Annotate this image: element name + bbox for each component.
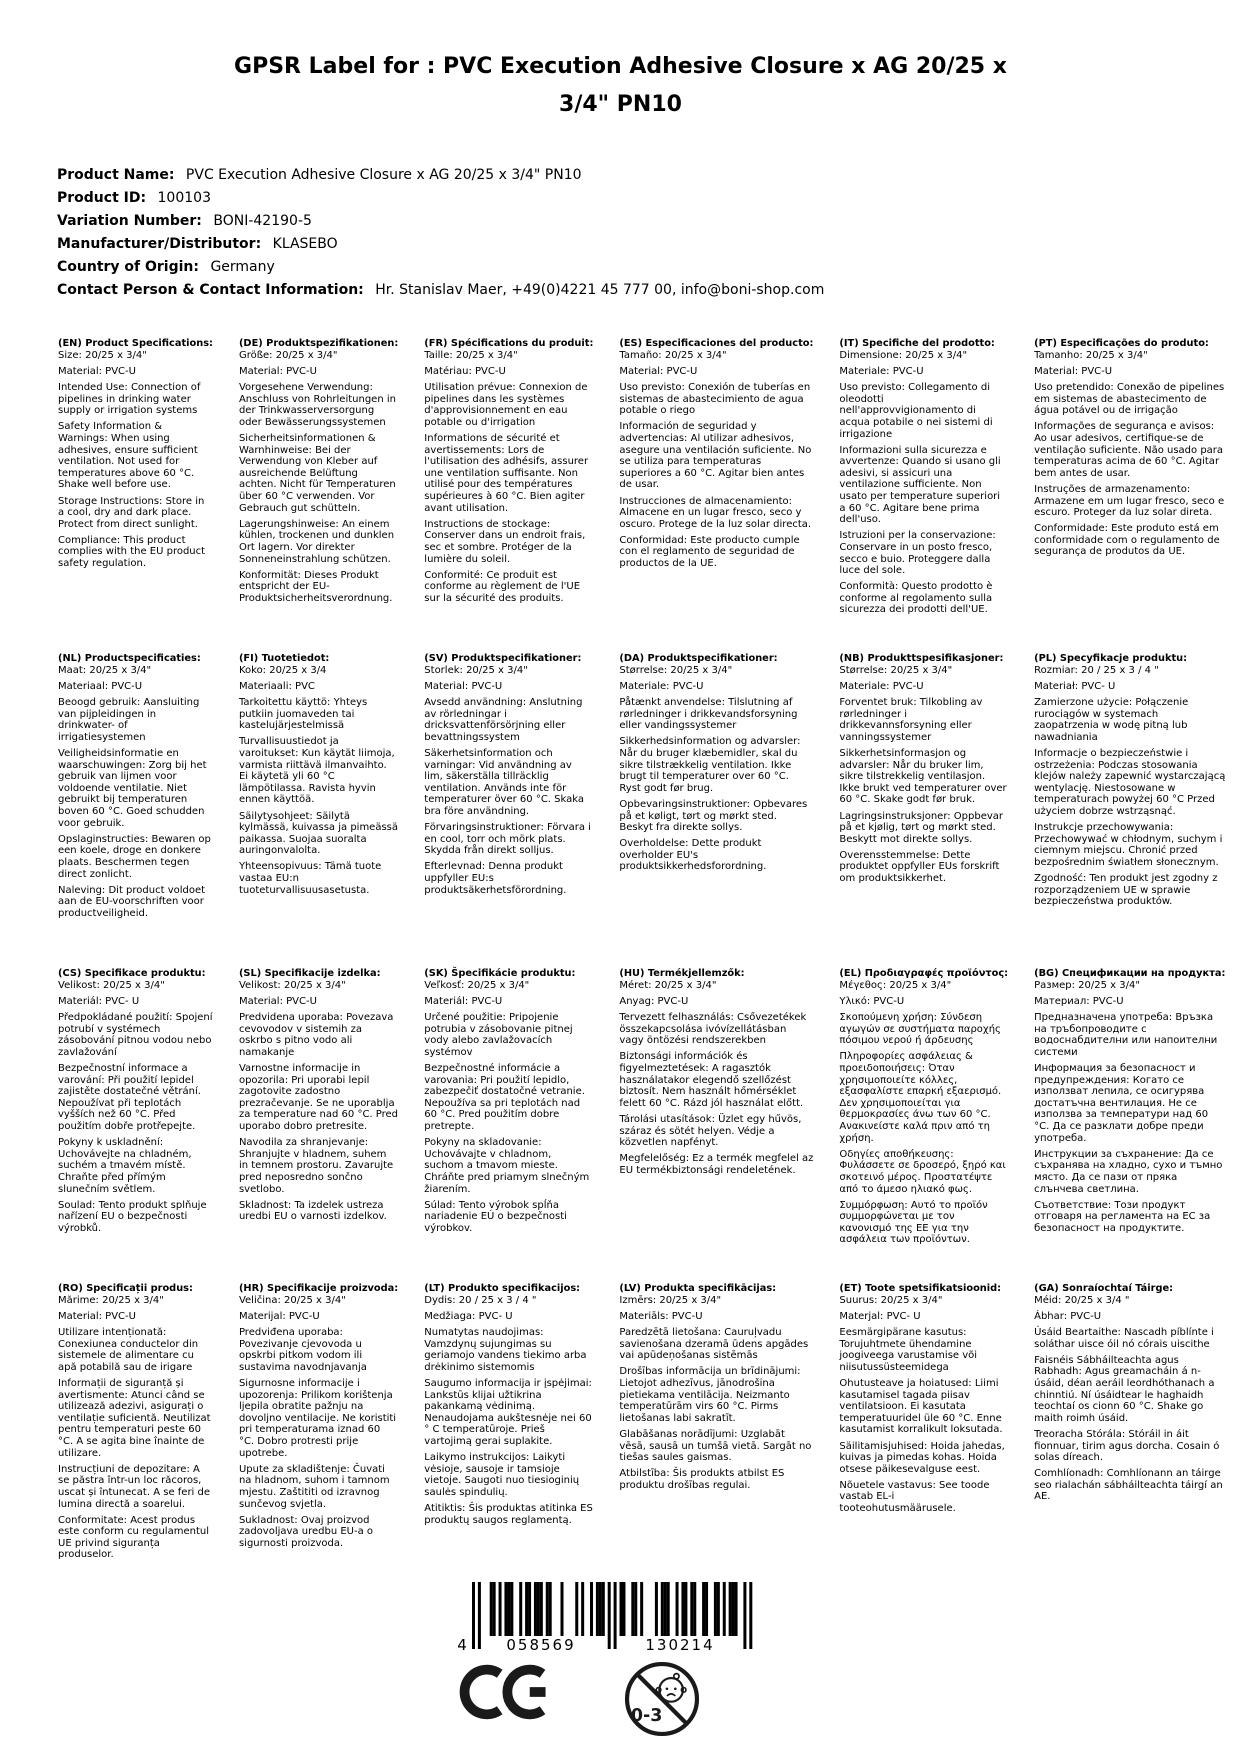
spec-block-body xyxy=(239,350,398,604)
spec-paragraph: Overholdelse: Dette produkt overholder EU's produktsikkerhedsforordning. xyxy=(619,838,767,873)
spec-block-el xyxy=(839,968,1034,1283)
spec-block-body xyxy=(619,1295,813,1491)
spec-paragraph: Størrelse: 20/25 x 3/4" xyxy=(839,665,953,676)
ce-mark-icon xyxy=(459,1664,553,1724)
spec-paragraph: Lagringsinstruksjoner: Oppbevar på et kjølig, tørt og mørkt sted. Beskytt mot direkte sollys. xyxy=(839,810,1004,845)
field-value: PVC Execution Adhesive Closure x AG 20/25 x 3/4" PN10 xyxy=(181,167,582,183)
spec-block-heading: (SK) Špecifikácie produktu: xyxy=(424,968,576,979)
spec-paragraph: Size: 20/25 x 3/4" xyxy=(58,350,147,361)
spec-block-it xyxy=(839,338,1034,653)
spec-paragraph: Úsáid Beartaithe: Nascadh píblínte i soláthar uisce óil nó córais uiscithe xyxy=(1034,1327,1214,1350)
spec-paragraph: Ohutusteave ja hoiatused: Liimi kasutamisel tagada piisav ventilatsioon. Ei kasutata temperatuuridel üle 60 °C. Enne kasutamist korralikult loksutada. xyxy=(839,1378,1003,1436)
spec-paragraph: Instrucțiuni de depozitare: A se păstra într-un loc răcoros, uscat și întunecat. A se feri de lumina directă a soarelui. xyxy=(58,1463,211,1510)
spec-paragraph: Veľkosť: 20/25 x 3/4" xyxy=(424,980,530,991)
spec-paragraph: Påtænkt anvendelse: Tilslutning af rørledninger i drikkevandsforsyning eller vandingssystemer xyxy=(619,697,798,732)
spec-paragraph: Størrelse: 20/25 x 3/4" xyxy=(619,665,733,676)
spec-block-heading: (HR) Specifikacije proizvoda: xyxy=(238,1283,399,1294)
spec-block-body xyxy=(58,1295,213,1561)
barcode-digits-right-group: 130214 xyxy=(645,1636,715,1654)
spec-paragraph: Förvaringsinstruktioner: Förvara i en cool, torr och mörk plats. Skydda från direkt solljus. xyxy=(424,822,591,857)
spec-paragraph: Οδηγίες αποθήκευσης: Φυλάσσετε σε δροσερό, ξηρό και σκοτεινό μέρος. Προστατέψτε από το άμεσο ηλιακό φως. xyxy=(839,1148,1006,1195)
product-info-field xyxy=(57,279,824,302)
field-value: Hr. Stanislav Maer, +49(0)4221 45 777 00, info@boni-shop.com xyxy=(370,282,825,298)
spec-block-heading: (DA) Produktspecifikationer: xyxy=(619,653,778,664)
spec-block-da xyxy=(619,653,839,968)
spec-paragraph: Istruzioni per la conservazione: Conservare in un posto fresco, secco e buio. Proteggere dalla luce del sole. xyxy=(839,530,996,577)
spec-paragraph: Съответствие: Този продукт отговаря на регламента на ЕС за безопасност на продуктите. xyxy=(1034,1199,1211,1234)
spec-paragraph: Materiāls: PVC-U xyxy=(619,1311,703,1323)
product-info-field xyxy=(57,210,824,233)
spec-paragraph: Material: PVC-U xyxy=(58,1311,136,1323)
spec-paragraph: Predvidena uporaba: Povezava cevovodov v sistemih za oskrbo s pitno vodo ali namakanje xyxy=(238,1012,394,1058)
spec-block-heading: (EL) Προδιαγραφές προϊόντος: xyxy=(839,968,1009,979)
spec-paragraph: Tarkoitettu käyttö: Yhteys putkiin juomaveden tai kastelujärjestelmissä xyxy=(238,697,368,732)
spec-block-heading: (BG) Спецификации на продукта: xyxy=(1034,968,1226,979)
spec-paragraph: Varnostne informacije in opozorila: Pri uporabi lepil zagotovite zadostno prezračevanje. Se ne uporablja za temperature nad 60 °C. Pred uporabo dobro pretresite. xyxy=(238,1063,399,1133)
spec-paragraph: Avsedd användning: Anslutning av rörledningar i dricksvattenförsörjning eller bevattningssystem xyxy=(424,697,583,743)
spec-block-body xyxy=(1034,1295,1225,1503)
spec-paragraph: Pokyny k uskladnění: Uchovávejte na chladném, suchém a tmavém místě. Chraňte před přímým slunečním světlem. xyxy=(58,1137,192,1195)
spec-paragraph: Suurus: 20/25 x 3/4" xyxy=(839,1295,943,1306)
spec-paragraph: Skladnost: Ta izdelek ustreza uredbi EU o varnosti izdelkov. xyxy=(238,1199,387,1223)
spec-block-heading: (NL) Productspecificaties: xyxy=(58,653,201,664)
field-label: Product Name: xyxy=(57,167,175,183)
spec-paragraph: Overensstemmelse: Dette produktet oppfyller EUs forskrift om produktsikkerhet. xyxy=(839,849,1000,884)
spec-paragraph: Material: PVC-U xyxy=(238,996,317,1008)
age-range-text: 0-3 xyxy=(630,1706,663,1727)
spec-paragraph: Forventet bruk: Tilkobling av rørledninger i drikkevannsforsyning eller vanningssystemer xyxy=(839,697,983,743)
spec-paragraph: Predviđena uporaba: Povezivanje cjevovoda u opskrbi pitkom vodom ili sustavima navodnjavanja xyxy=(238,1327,367,1373)
spec-paragraph: Utilisation prévue: Connexion de pipelines dans les systèmes d'approvisionnement en eau potable ou d'irrigation xyxy=(424,382,588,428)
spec-paragraph: Tárolási utasítások: Üzlet egy hűvös, száraz és sötét helyen. Védje a közvetlen napfényt. xyxy=(619,1113,802,1149)
spec-paragraph: Opbevaringsinstruktioner: Opbevares på et køligt, tørt og mørkt sted. Beskyt fra direkte sollys. xyxy=(619,798,808,834)
spec-block-lv xyxy=(619,1283,839,1598)
spec-paragraph: Veličina: 20/25 x 3/4" xyxy=(238,1295,346,1306)
spec-paragraph: Atitiktis: Šis produktas atitinka ES produktų saugos reglamentą. xyxy=(424,1503,593,1526)
spec-paragraph: Material: PVC-U xyxy=(424,681,503,693)
spec-paragraph: Säkerhetsinformation och varningar: Vid användning av lim, säkerställa tillräcklig ventilation. Används inte för temperaturer över 60 °C. Skaka bra före användning. xyxy=(424,748,584,818)
spec-block-ga xyxy=(1034,1283,1241,1598)
spec-block-sv xyxy=(424,653,619,968)
spec-block-hr xyxy=(239,1283,424,1598)
spec-paragraph: Conformidade: Este produto está em conformidade com o regulamento de segurança de produtos da UE. xyxy=(1034,523,1220,558)
spec-paragraph: Medžiaga: PVC- U xyxy=(424,1311,513,1323)
spec-paragraph: Μέγεθος: 20/25 x 3/4" xyxy=(839,980,952,991)
spec-paragraph: Lagerungshinweise: An einem kühlen, trockenen und dunklen Ort lagern. Vor direkter Sonneneinstrahlung schützen. xyxy=(238,518,395,565)
spec-paragraph: Größe: 20/25 x 3/4" xyxy=(238,350,338,361)
spec-paragraph: Paredzētā lietošana: Cauruļvadu savienošana dzeramā ūdens apgādes vai apūdeņošanas sistēmās xyxy=(619,1327,809,1362)
spec-paragraph: Sigurnosne informacije i upozorenja: Prilikom korištenja ljepila obratite pažnju na dovoljno ventilacije. Ne koristiti pri temperaturama iznad 60 °C. Dobro protresti prije upotrebe. xyxy=(238,1378,397,1459)
spec-paragraph: Vorgesehene Verwendung: Anschluss von Rohrleitungen in der Trinkwasserversorgung oder Bewässerungssystemen xyxy=(238,382,396,428)
spec-paragraph: Súlad: Tento výrobok spĺňa nariadenie EÚ o bezpečnosti výrobkov. xyxy=(424,1199,567,1234)
spec-block-hu xyxy=(619,968,839,1283)
spec-paragraph: Συμμόρφωση: Αυτό το προϊόν συμμορφώνεται με τον κανονισμό της ΕΕ για την ασφάλεια των προϊόντων. xyxy=(839,1199,988,1246)
spec-paragraph: Instructions de stockage: Conserver dans un endroit frais, sec et sombre. Protéger de la lumière du soleil. xyxy=(424,518,586,565)
spec-paragraph: Compliance: This product complies with the EU product safety regulation. xyxy=(58,534,206,569)
spec-paragraph: Sicherheitsinformationen & Warnhinweise: Bei der Verwendung von Kleber auf ausreichende Belüftung achten. Nicht für Temperaturen über 60 °C verwenden. Vor Gebrauch gut schütteln. xyxy=(238,433,396,514)
spec-block-heading: (DE) Produktspezifikationen: xyxy=(238,338,399,349)
spec-paragraph: Informacje o bezpieczeństwie i ostrzeżenia: Podczas stosowania klejów należy zapewnić wystarczającą wentylację. Niestosowane w temperaturach powyżej 60 °C Przed użyciem dobrze wstrząsnąć. xyxy=(1034,748,1226,818)
spec-block-body xyxy=(1034,350,1225,558)
spec-block-cs xyxy=(58,968,239,1283)
spec-paragraph: Uso previsto: Conexión de tuberías en sistemas de abastecimiento de agua potable o riego xyxy=(619,382,811,417)
spec-paragraph: Материал: PVC-U xyxy=(1034,996,1124,1008)
spec-block-body xyxy=(239,980,398,1223)
spec-paragraph: Säilytysohjeet: Säilytä kylmässä, kuivassa ja pimeässä paikassa. Suojaa suoralta auringonvalolta. xyxy=(238,810,399,857)
spec-paragraph: Drošības informācija un brīdinājumi: Lietojot adhezīvus, jānodrošina pietiekama ventilācija. Neizmanto temperatūrām virs 60 °C. Pirms lietošanas labi sakratīt. xyxy=(619,1366,801,1424)
field-label: Product ID: xyxy=(57,190,147,206)
spec-paragraph: Materiaali: PVC xyxy=(238,681,315,693)
spec-block-heading: (IT) Specifiche del prodotto: xyxy=(839,338,995,349)
spec-paragraph: Efterlevnad: Denna produkt uppfyller EU:s produktsäkerhetsförordning. xyxy=(424,861,567,896)
spec-paragraph: Turvallisuustiedot ja varoitukset: Kun käytät liimoja, varmista riittävä ilmanvaihto. Ei käytetä yli 60 °C lämpötilassa. Ravista hyvin ennen käyttöä. xyxy=(238,736,395,806)
spec-block-en xyxy=(58,338,239,653)
spec-paragraph: Инструкции за съхранение: Да се съхранява на хладно, сухо и тъмно място. Да се пази от пряка слънчева светлина. xyxy=(1034,1148,1223,1195)
spec-paragraph: Upute za skladištenje: Čuvati na hladnom, suhom i tamnom mjestu. Zaštititi od izravnog sunčevog svjetla. xyxy=(238,1463,390,1510)
spec-paragraph: Velikost: 20/25 x 3/4" xyxy=(58,980,165,991)
spec-paragraph: Sikkerhetsinformasjon og advarsler: Når du bruker lim, sikre tilstrekkelig ventilasjon. Ikke brukt ved temperaturer over 60 °C. Skake godt før bruk. xyxy=(839,748,1007,806)
spec-paragraph: Intended Use: Connection of pipelines in drinking water supply or irrigation systems xyxy=(58,382,201,417)
spec-paragraph: Safety Information & Warnings: When using adhesives, ensure sufficient ventilation. Not used for temperatures above 60 °C. Shake well before use. xyxy=(58,421,198,491)
spec-block-lt xyxy=(424,1283,619,1598)
spec-block-body xyxy=(839,980,1008,1246)
spec-block-heading: (SV) Produktspecifikationer: xyxy=(424,653,582,664)
spec-paragraph: Conformidad: Este producto cumple con el reglamento de seguridad de productos de la UE. xyxy=(619,534,800,569)
spec-block-heading: (ES) Especificaciones del producto: xyxy=(619,338,814,349)
age-warning-0-3-icon xyxy=(624,1661,700,1741)
spec-paragraph: Σκοπούμενη χρήση: Σύνδεση αγωγών σε συστήματα παροχής πόσιμου νερού ή άρδευσης xyxy=(839,1012,1001,1047)
spec-paragraph: Dydis: 20 / 25 x 3 / 4 " xyxy=(424,1295,537,1306)
spec-paragraph: Предназначена употреба: Връзка на тръбопроводите с водоснабдителни или напоителни системи xyxy=(1034,1012,1218,1058)
spec-block-pl xyxy=(1034,653,1241,968)
spec-paragraph: Materiale: PVC-U xyxy=(619,681,704,693)
spec-block-nb xyxy=(839,653,1034,968)
spec-block-fr xyxy=(424,338,619,653)
field-value: Germany xyxy=(206,259,275,275)
spec-paragraph: Pokyny na skladovanie: Uchovávajte v chladnom, suchom a tmavom mieste. Chráňte pred priamym slnečným žiarením. xyxy=(424,1137,590,1195)
spec-paragraph: Navodila za shranjevanje: Shranjujte v hladnem, suhem in temnem prostoru. Zavarujte pred neposredno sončno svetlobo. xyxy=(238,1137,394,1195)
spec-block-heading: (LV) Produkta specifikācijas: xyxy=(619,1283,777,1294)
spec-paragraph: Biztonsági információk és figyelmeztetések: A ragasztók használatakor elegendő szellőzést biztosít. Nem használt hőmérséklet felett 60 °C. Rázd jól használat előtt. xyxy=(619,1051,804,1109)
spec-paragraph: Bezpečnostní informace a varování: Při použití lepidel zajistěte dostatečné větrání. Nepoužívat při teplotách vyšších než 60 °C. Před použitím dobře protřepejte. xyxy=(58,1063,201,1133)
spec-block-es xyxy=(619,338,839,653)
spec-paragraph: Určené použitie: Pripojenie potrubia v zásobovanie pitnej vody alebo zavlažovacích systémov xyxy=(424,1012,573,1058)
spec-block-body xyxy=(839,665,1008,885)
spec-paragraph: Informations de sécurité et avertissements: Lors de l'utilisation des adhésifs, assurer une ventilation suffisante. Non utilisé pour des températures supérieures à 60 °C. Bien agiter avant utilisation. xyxy=(424,433,589,514)
spec-block-body xyxy=(839,350,1008,616)
spec-paragraph: Πληροφορίες ασφάλειας & προειδοποιήσεις: Όταν χρησιμοποιείτε κόλλες, εξασφαλίστε επαρκή εξαερισμό. Δεν χρησιμοποιείται για θερμοκρασίες άνω των 60 °C. Ανακινείστε καλά πριν από τη χρήση. xyxy=(839,1051,1002,1144)
spec-paragraph: Säilitamisjuhised: Hoida jahedas, kuivas ja pimedas kohas. Hoida otsese päikesevalguse eest. xyxy=(839,1440,1005,1475)
ean-barcode xyxy=(452,1582,757,1654)
spec-block-heading: (NB) Produkttspesifikasjoner: xyxy=(839,653,1004,664)
field-label: Manufacturer/Distributor: xyxy=(57,236,262,252)
spec-paragraph: Materiał: PVC- U xyxy=(1034,681,1116,693)
spec-paragraph: Eesmärgipärane kasutus: Torujuhtmete ühendamine joogiveega varustamise või niisutussüsteemidega xyxy=(839,1327,978,1373)
spec-block-body xyxy=(619,980,813,1176)
spec-paragraph: Izmērs: 20/25 x 3/4" xyxy=(619,1295,722,1306)
spec-block-de xyxy=(239,338,424,653)
spec-paragraph: Nõuetele vastavus: See toode vastab EL-i tooteohutusmäärusele. xyxy=(839,1479,990,1514)
spec-paragraph: Instruções de armazenamento: Armazene em um lugar fresco, seco e escuro. Proteger da luz solar direta. xyxy=(1034,483,1225,519)
spec-block-heading: (SL) Specifikacije izdelka: xyxy=(238,968,381,979)
spec-paragraph: Numatytas naudojimas: Vamzdynų sujungimas su geriamojo vandens tiekimo arba drėkinimo sistemomis xyxy=(424,1327,587,1373)
spec-paragraph: Instrucciones de almacenamiento: Almacene en un lugar fresco, seco y oscuro. Protege de la luz solar directa. xyxy=(619,495,812,530)
field-label: Contact Person & Contact Information: xyxy=(57,282,364,298)
spec-paragraph: Tamanho: 20/25 x 3/4" xyxy=(1034,350,1148,361)
spec-block-body xyxy=(58,980,213,1234)
spec-paragraph: Informações de segurança e avisos: Ao usar adesivos, certifique-se de ventilação suficiente. Não usado para temperaturas acima de 60 °C. Agitar bem antes de usar. xyxy=(1034,421,1224,479)
spec-paragraph: Material: PVC-U xyxy=(58,366,136,378)
spec-paragraph: Storlek: 20/25 x 3/4" xyxy=(424,665,528,676)
spec-paragraph: Conformità: Questo prodotto è conforme al regolamento sulla sicurezza dei prodotti dell'UE. xyxy=(839,581,993,616)
spec-paragraph: Taille: 20/25 x 3/4" xyxy=(424,350,518,361)
spec-paragraph: Materiale: PVC-U xyxy=(839,681,924,693)
spec-grid xyxy=(58,338,1230,1598)
spec-paragraph: Megfelelőség: Ez a termék megfelel az EU termékbiztonsági rendeletének. xyxy=(619,1153,814,1176)
spec-paragraph: Materijal: PVC-U xyxy=(238,1311,320,1323)
product-info-field xyxy=(57,187,824,210)
spec-block-heading: (PT) Especificações do produto: xyxy=(1034,338,1209,349)
spec-block-body xyxy=(424,980,593,1234)
spec-paragraph: Sikkerhedsinformation og advarsler: Når du bruger klæbemidler, skal du sikre tilstrækkelig ventilation. Ikke brugt til temperaturer over 60 °C. Ryst godt før brug. xyxy=(619,736,801,794)
product-info xyxy=(57,164,824,302)
spec-block-ro xyxy=(58,1283,239,1598)
spec-block-heading: (ET) Toote spetsifikatsioonid: xyxy=(839,1283,1002,1294)
spec-paragraph: Tervezett felhasználás: Csővezetékek összekapcsolása ivóvízellátásban vagy öntözési rendszerekben xyxy=(619,1012,807,1047)
spec-paragraph: Předpokládané použití: Spojení potrubí v systémech zásobování pitnou vodou nebo zavlažování xyxy=(58,1012,213,1058)
field-value: KLASEBO xyxy=(268,236,338,252)
spec-block-body xyxy=(424,350,593,604)
barcode-digit-first: 4 xyxy=(457,1636,467,1654)
spec-paragraph: Utilizare intenționată: Conexiunea conductelor din sistemele de alimentare cu apă potabilă sau de irigare xyxy=(58,1327,199,1373)
spec-block-heading: (LT) Produkto specifikacijos: xyxy=(424,1283,581,1294)
spec-block-fi xyxy=(239,653,424,968)
spec-paragraph: Glabāšanas norādījumi: Uzglabāt vēsā, sausā un tumšā vietā. Sargāt no tiešas saules gaismas. xyxy=(619,1428,812,1464)
spec-block-body xyxy=(619,350,813,570)
spec-paragraph: Informații de siguranță și avertismente: Atunci când se utilizează adezivi, asigurați o ventilație suficientă. Neutilizat pentru temperaturi peste 60 °C. A se agita bine înainte de utilizare. xyxy=(58,1378,211,1459)
spec-block-sl xyxy=(239,968,424,1283)
spec-paragraph: Materiaal: PVC-U xyxy=(58,681,143,693)
spec-block-heading: (PL) Specyfikacje produktu: xyxy=(1034,653,1188,664)
spec-paragraph: Saugumo informacija ir įspėjimai: Lankstūs klijai užtikrina pakankamą vėdinimą. Nenaudojama aukštesnėje nei 60 ° C temperatūroje. Prieš vartojimą gerai suplakite. xyxy=(424,1378,592,1448)
spec-paragraph: Maat: 20/25 x 3/4" xyxy=(58,665,152,676)
spec-block-body xyxy=(239,1295,398,1549)
spec-paragraph: Yhteensopivuus: Tämä tuote vastaa EU:n tuoteturvallisuusasetusta. xyxy=(238,861,382,896)
spec-paragraph: Instrukcje przechowywania: Przechowywać w chłodnym, suchym i ciemnym miejscu. Chronić przed bezpośrednim światłem słonecznym. xyxy=(1034,822,1223,868)
spec-paragraph: Uso previsto: Collegamento di oleodotti nell'approvvigionamento di acqua potabile o nei sistemi di irrigazione xyxy=(839,382,993,440)
spec-paragraph: Materiale: PVC-U xyxy=(839,366,924,378)
spec-block-body xyxy=(58,350,213,570)
spec-paragraph: Matériau: PVC-U xyxy=(424,366,506,378)
field-value: 100103 xyxy=(153,190,211,206)
spec-block-heading: (EN) Product Specifications: xyxy=(58,338,213,349)
spec-paragraph: Sukladnost: Ovaj proizvod zadovoljava uredbu EU-a o sigurnosti proizvoda. xyxy=(238,1514,374,1549)
spec-paragraph: Veiligheidsinformatie en waarschuwingen: Zorg bij het gebruik van lijmen voor voldoende ventilatie. Niet gebruikt bij temperaturen boven 60 °C. Goed schudden voor gebruik. xyxy=(58,748,207,829)
spec-paragraph: Zamierzone użycie: Połączenie rurociągów w systemach zaopatrzenia w wodę pitną lub nawadniania xyxy=(1034,697,1189,743)
spec-paragraph: Conformité: Ce produit est conforme au règlement de l'UE sur la sécurité des produits. xyxy=(424,569,581,604)
spec-paragraph: Méret: 20/25 x 3/4" xyxy=(619,980,717,991)
spec-block-body xyxy=(239,665,398,896)
product-info-field xyxy=(57,233,824,256)
spec-block-heading: (FR) Spécifications du produit: xyxy=(424,338,594,349)
spec-paragraph: Material: PVC-U xyxy=(1034,366,1113,378)
spec-paragraph: Velikost: 20/25 x 3/4" xyxy=(238,980,346,991)
spec-paragraph: Tamaño: 20/25 x 3/4" xyxy=(619,350,727,361)
ce-letter-c xyxy=(465,1670,500,1715)
spec-block-heading: (RO) Specificații produs: xyxy=(58,1283,193,1294)
spec-paragraph: Información de seguridad y advertencias: Al utilizar adhesivos, asegure una ventilación suficiente. No se utiliza para temperaturas superiores a 60 °C. Agitar bien antes de usar. xyxy=(619,421,812,491)
spec-paragraph: Informazioni sulla sicurezza e avvertenze: Quando si usano gli adesivi, si assicuri una ventilazione sufficiente. Non usato per temperature superiori a 60 °C. Agitare bene prima dell'uso. xyxy=(839,444,1001,526)
spec-paragraph: Materiál: PVC-U xyxy=(424,996,503,1008)
spec-paragraph: Laikymo instrukcijos: Laikyti vėsioje, sausoje ir tamsioje vietoje. Saugoti nuo tiesioginių saulės spindulių. xyxy=(424,1452,580,1498)
spec-paragraph: Размер: 20/25 x 3/4" xyxy=(1034,980,1140,991)
spec-block-body xyxy=(1034,980,1225,1234)
spec-paragraph: Mărime: 20/25 x 3/4" xyxy=(58,1295,164,1306)
spec-block-pt xyxy=(1034,338,1241,653)
spec-block-sk xyxy=(424,968,619,1283)
spec-paragraph: Υλικό: PVC-U xyxy=(839,996,905,1008)
spec-paragraph: Naleving: Dit product voldoet aan de EU-voorschriften voor productveiligheid. xyxy=(58,884,206,919)
spec-paragraph: Zgodność: Ten produkt jest zgodny z rozporządzeniem UE w sprawie bezpieczeństwa produktów. xyxy=(1034,873,1218,908)
spec-block-body xyxy=(424,1295,593,1526)
spec-paragraph: Информация за безопасност и предупреждения: Когато се използват лепила, се осигурява достатъчна вентилация. Не се използва за температури над 60 °C. Да се разклати добре преди употреба. xyxy=(1034,1063,1209,1144)
spec-block-body xyxy=(839,1295,1008,1515)
spec-paragraph: Rozmiar: 20 / 25 x 3 / 4 " xyxy=(1034,665,1159,676)
spec-paragraph: Atbilstība: Šis produkts atbilst ES produktu drošības regulai. xyxy=(619,1468,785,1491)
spec-paragraph: Soulad: Tento produkt splňuje nařízení EU o bezpečnosti výrobků. xyxy=(58,1199,207,1234)
spec-paragraph: Storage Instructions: Store in a cool, dry and dark place. Protect from direct sunlight. xyxy=(58,495,205,530)
spec-block-body xyxy=(58,665,213,919)
field-value: BONI-42190-5 xyxy=(208,213,312,229)
spec-paragraph: Uso pretendido: Conexão de pipelines em sistemas de abastecimento de água potável ou de irrigação xyxy=(1034,382,1225,417)
spec-paragraph: Comhlíonadh: Comhlíonann an táirge seo rialachán sábháilteachta táirgí an AE. xyxy=(1034,1468,1223,1503)
spec-block-bg xyxy=(1034,968,1241,1283)
field-label: Variation Number: xyxy=(57,213,202,229)
spec-paragraph: Materiál: PVC- U xyxy=(58,996,140,1008)
spec-block-heading: (GA) Sonraíochtaí Táirge: xyxy=(1034,1283,1174,1294)
spec-paragraph: Treoracha Stórála: Stóráil in áit fionnuar, tirim agus dorcha. Cosain ó solas díreach. xyxy=(1034,1428,1220,1464)
spec-paragraph: Material: PVC-U xyxy=(619,366,698,378)
spec-block-heading: (HU) Termékjellemzők: xyxy=(619,968,745,979)
spec-paragraph: Materjal: PVC- U xyxy=(839,1311,921,1323)
spec-paragraph: Opslaginstructies: Bewaren op een koele, droge en donkere plaats. Beschermen tegen direct zonlicht. xyxy=(58,833,211,880)
spec-paragraph: Beoogd gebruik: Aansluiting van pijpleidingen in drinkwater- of irrigatiesystemen xyxy=(58,697,200,743)
product-info-field xyxy=(57,164,824,187)
field-label: Country of Origin: xyxy=(57,259,199,275)
spec-block-body xyxy=(424,665,593,896)
spec-paragraph: Faisnéis Sábháilteachta agus Rabhadh: Agus greamacháin á n-úsáid, déan aeráil leordhóthanach a chinntiú. Ní úsáidtear le haghaidh teochtaí os cionn 60 °C. Shake go maith roimh úsáid. xyxy=(1034,1354,1215,1424)
spec-paragraph: Koko: 20/25 x 3/4 xyxy=(238,665,327,676)
barcode-digits-left-group: 058569 xyxy=(506,1636,576,1654)
spec-paragraph: Anyag: PVC-U xyxy=(619,996,689,1008)
spec-paragraph: Bezpečnostné informácie a varovania: Pri použití lepidlo, zabezpečiť dostatočné vetranie. Nepoužíva sa pri teplotách nad 60 °C. Pred použitím dobre pretrepte. xyxy=(424,1063,585,1133)
spec-block-body xyxy=(619,665,813,873)
spec-paragraph: Dimensione: 20/25 x 3/4" xyxy=(839,350,968,361)
spec-paragraph: Conformitate: Acest produs este conform cu regulamentul UE privind siguranța produselor. xyxy=(58,1514,209,1561)
document-title: GPSR Label for : PVC Execution Adhesive Closure x AG 20/25 x 3/4" PN10 xyxy=(234,54,1007,117)
spec-paragraph: Ábhar: PVC-U xyxy=(1034,1311,1102,1323)
spec-block-heading: (CS) Specifikace produktu: xyxy=(58,968,206,979)
product-info-field xyxy=(57,256,824,279)
spec-block-heading: (FI) Tuotetiedot: xyxy=(238,653,330,664)
spec-paragraph: Konformität: Dieses Produkt entspricht der EU-Produktsicherheitsverordnung. xyxy=(238,569,393,604)
spec-block-body xyxy=(1034,665,1225,908)
spec-block-et xyxy=(839,1283,1034,1598)
spec-paragraph: Material: PVC-U xyxy=(238,366,317,378)
spec-block-nl xyxy=(58,653,239,968)
spec-paragraph: Méid: 20/25 x 3/4 " xyxy=(1034,1295,1130,1306)
